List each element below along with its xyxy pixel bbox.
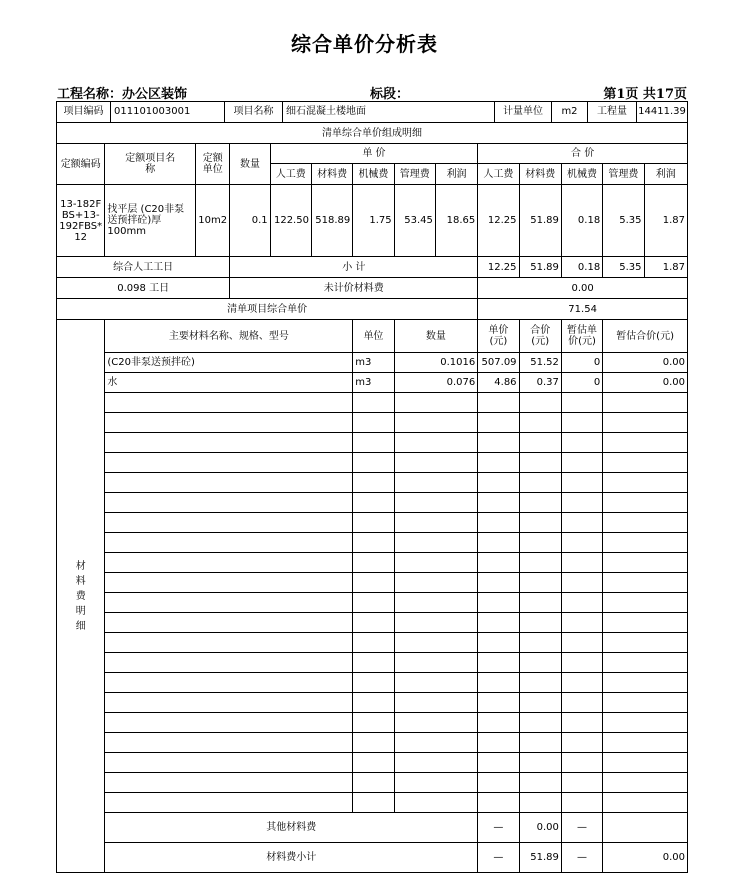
u-material: 518.89 [311,185,352,257]
empty-row [57,693,688,713]
material-subtotal-row [57,843,688,873]
t-machine: 0.18 [561,185,602,257]
mat-price: 507.09 [478,353,519,373]
col-u-profit: 利润 [435,164,477,185]
col-u-material: 材料费 [311,164,352,185]
unpriced-label: 未计价材料费 [230,278,478,299]
col-quota-name: 定额项目名称 [105,144,196,185]
t-labor: 12.25 [478,185,519,257]
unpriced-row [57,278,688,299]
empty-row [57,573,688,593]
item-code: 011101003001 [111,102,225,122]
empty-row [57,553,688,573]
subtotal-label: 小 计 [230,257,478,278]
quota-qty: 0.1 [230,185,270,257]
u-machine: 1.75 [353,185,394,257]
empty-row [57,613,688,633]
mat-head-price: 单价(元) [478,320,519,353]
col-t-labor: 人工费 [478,164,519,185]
page-title: 综合单价分析表 [291,32,438,56]
mat-name: (C20非泵送预拌砼) [105,353,353,373]
empty-row [57,773,688,793]
t-management: 5.35 [603,185,644,257]
mat-qty: 0.1016 [394,353,478,373]
labor-days: 0.098 工日 [57,278,230,299]
sub-management: 5.35 [603,257,644,278]
sub-profit: 1.87 [644,257,688,278]
report-header [57,83,687,101]
empty-row [57,453,688,473]
empty-row [57,413,688,433]
u-profit: 18.65 [435,185,477,257]
other-est-total [603,813,688,843]
mat-head-est-total: 暂估合价(元) [603,320,688,353]
section-label: 标段： [370,87,410,102]
col-unit-price: 单 价 [270,144,478,164]
col-t-profit: 利润 [644,164,688,185]
other-material-label: 其他材料费 [105,813,478,843]
material-subtotal-label: 材料费小计 [105,843,478,873]
empty-row [57,633,688,653]
project-name: 工程名称：办公区装饰 [57,87,188,102]
mat-est-total: 0.00 [603,353,688,373]
item-name: 细石混凝土楼地面 [283,102,495,122]
u-labor: 122.50 [270,185,311,257]
mat-est-price: 0 [561,353,602,373]
labor-days-label: 综合人工工日 [57,257,230,278]
empty-row [57,713,688,733]
item-quantity: 14411.39 [638,106,686,117]
mat-qty: 0.076 [394,373,478,393]
analysis-table [56,101,688,873]
sub-mat-est-price: — [561,843,602,873]
mat-head-unit: 单位 [353,320,394,353]
mat-est-price: 0 [561,373,602,393]
quota-code: 13-182FBS+13-192FBS*12 [57,185,105,257]
empty-row [57,593,688,613]
composite-value: 71.54 [478,299,688,320]
empty-row [57,533,688,553]
empty-row [57,753,688,773]
col-t-material: 材料费 [519,164,561,185]
mat-head-est-price: 暂估单价(元) [561,320,602,353]
mat-head-total: 合价(元) [519,320,561,353]
section-title: 清单综合单价组成明细 [57,123,688,144]
quota-row [57,185,688,257]
col-u-management: 管理费 [394,164,435,185]
col-quantity: 数量 [230,144,270,185]
empty-row [57,793,688,813]
col-quota-unit: 定额单位 [196,144,230,185]
mat-head-qty: 数量 [394,320,478,353]
mat-total: 51.52 [519,353,561,373]
other-material-row [57,813,688,843]
u-management: 53.45 [394,185,435,257]
mat-est-total: 0.00 [603,373,688,393]
empty-row [57,653,688,673]
col-u-labor: 人工费 [270,164,311,185]
col-t-management: 管理费 [603,164,644,185]
t-profit: 1.87 [644,185,688,257]
other-est-price: — [561,813,602,843]
mat-unit: m3 [353,373,394,393]
qty-label: 工程量 [588,102,637,122]
sub-mat-total: 51.89 [519,843,561,873]
item-name-label: 项目名称 [225,102,283,122]
sub-mat-est-total: 0.00 [603,843,688,873]
subtotal-row [57,257,688,278]
composite-row [57,299,688,320]
quota-unit: 10m2 [196,185,230,257]
material-detail-label: 材料费明细 [57,320,105,873]
empty-row [57,673,688,693]
t-material: 51.89 [519,185,561,257]
quota-name: 找平层 (C20非泵送预拌砼)厚100mm [105,185,196,257]
col-t-machine: 机械费 [561,164,602,185]
other-total: 0.00 [519,813,561,843]
col-quota-code: 定额编码 [57,144,105,185]
empty-row [57,473,688,493]
col-u-machine: 机械费 [353,164,394,185]
empty-row [57,513,688,533]
empty-row [57,493,688,513]
mat-name: 水 [105,373,353,393]
composite-label: 清单项目综合单价 [57,299,478,320]
material-row [57,373,688,393]
material-row [57,353,688,373]
empty-row [57,393,688,413]
item-code-label: 项目编码 [57,102,111,122]
col-total-price: 合 价 [478,144,688,164]
unit-label: 计量单位 [495,102,552,122]
sub-material: 51.89 [519,257,561,278]
other-price: — [478,813,519,843]
empty-row [57,433,688,453]
sub-mat-price: — [478,843,519,873]
unpriced-value: 0.00 [478,278,688,299]
page-number: 第1页 共17页 [603,87,687,102]
sub-machine: 0.18 [561,257,602,278]
empty-row [57,733,688,753]
item-unit: m2 [552,102,588,122]
sub-labor: 12.25 [478,257,519,278]
mat-total: 0.37 [519,373,561,393]
item-info-row [57,102,688,123]
mat-unit: m3 [353,353,394,373]
mat-price: 4.86 [478,373,519,393]
mat-head-name: 主要材料名称、规格、型号 [105,320,353,353]
